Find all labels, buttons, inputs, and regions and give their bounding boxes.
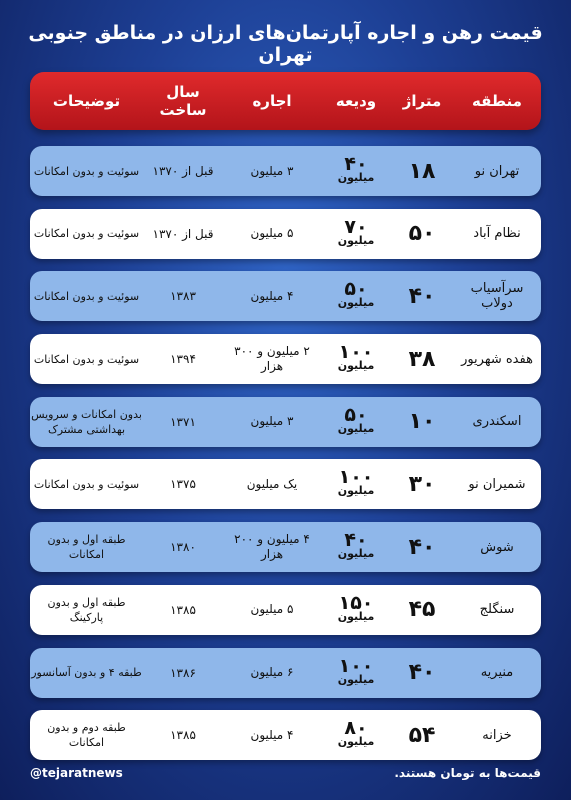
cell-year: ۱۳۸۶	[170, 665, 196, 680]
cell-area: ۱۰	[408, 409, 436, 435]
cell-year: ۱۳۸۰	[170, 540, 196, 555]
table-row	[30, 397, 541, 447]
cell-notes: طبقه اول و بدون پارکینگ	[47, 595, 126, 624]
cell-area: ۴۰	[408, 283, 436, 309]
cell-region: سرآسیاب دولاب	[470, 281, 524, 312]
cell-deposit	[321, 591, 391, 624]
cell-region: تهران نو	[474, 163, 520, 179]
deposit-unit: میلیون	[337, 296, 375, 310]
cell-notes: طبقه ۴ و بدون آسانسور	[31, 666, 142, 679]
cell-area: ۵۰	[408, 221, 436, 247]
cell-area: ۱۸	[408, 158, 436, 184]
cell-rent: ۴ میلیون و ۲۰۰ هزار	[234, 532, 310, 562]
deposit-value: ۸۰	[344, 717, 368, 740]
cell-deposit	[321, 717, 391, 749]
deposit-unit: میلیون	[337, 171, 375, 184]
header-region: منطقه	[472, 92, 522, 110]
cell-notes: سوئیت و بدون امکانات	[33, 352, 140, 366]
cell-rent: ۵ میلیون	[250, 226, 294, 241]
cell-notes: طبقه اول و بدون امکانات	[47, 533, 126, 562]
cell-area: ۳۸	[408, 346, 436, 372]
deposit-value: ۴۰	[344, 153, 368, 175]
cell-area: ۳۰	[408, 471, 436, 497]
cell-region: هفده شهریور	[461, 351, 533, 367]
deposit-value: ۱۰۰	[338, 341, 374, 364]
deposit-unit: میلیون	[337, 609, 375, 623]
deposit-value: ۱۰۰	[338, 466, 374, 489]
deposit-value: ۱۵۰	[338, 591, 374, 614]
header-deposit: ودیعه	[335, 92, 377, 110]
cell-notes: سوئیت و بدون امکانات	[33, 164, 140, 178]
cell-year: ۱۳۸۳	[170, 289, 196, 304]
cell-deposit	[321, 278, 391, 310]
cell-rent: ۴ میلیون	[250, 288, 294, 303]
deposit-value: ۴۰	[344, 529, 368, 552]
deposit-unit: میلیون	[337, 359, 375, 373]
cell-rent: ۳ میلیون	[250, 163, 294, 178]
table-row	[30, 459, 541, 509]
deposit-value: ۵۰	[344, 403, 368, 426]
cell-deposit	[321, 466, 391, 498]
table-row	[30, 522, 541, 572]
cell-area: ۴۰	[408, 660, 436, 685]
header-year: سال ساخت	[159, 83, 207, 119]
cell-rent: ۴ میلیون	[250, 727, 294, 742]
cell-rent: یک میلیون	[246, 476, 298, 491]
cell-region: نظام آباد	[473, 226, 521, 242]
cell-notes: سوئیت و بدون امکانات	[33, 477, 140, 491]
table-row	[30, 146, 541, 196]
cell-rent: ۳ میلیون	[250, 414, 294, 429]
cell-year: ۱۳۸۵	[170, 728, 196, 743]
cell-region: شمیران نو	[468, 476, 526, 492]
cell-year: قبل از ۱۳۷۰	[152, 164, 214, 178]
header-rent: اجاره	[252, 92, 292, 110]
deposit-value: ۷۰	[344, 215, 368, 238]
cell-rent: ۶ میلیون	[250, 665, 294, 679]
cell-notes: سوئیت و بدون امکانات	[33, 289, 140, 303]
cell-year: ۱۳۷۵	[170, 477, 196, 492]
cell-rent: ۲ میلیون و ۳۰۰ هزار	[234, 344, 310, 374]
deposit-unit: میلیون	[337, 672, 375, 686]
table-row	[30, 334, 541, 384]
cell-region: سنگلج	[479, 602, 515, 618]
cell-region: خزانه	[482, 727, 512, 743]
cell-region: اسکندری	[472, 414, 522, 430]
table-row	[30, 271, 541, 321]
deposit-unit: میلیون	[337, 735, 375, 749]
cell-year: ۱۳۸۵	[170, 602, 196, 617]
cell-deposit	[321, 215, 391, 248]
cell-region: منیریه	[480, 665, 514, 680]
cell-deposit	[321, 153, 391, 185]
table-row	[30, 585, 541, 635]
deposit-unit: میلیون	[337, 421, 375, 435]
table-row	[30, 710, 541, 760]
header-notes: توضیحات	[52, 92, 121, 110]
deposit-unit: میلیون	[337, 233, 375, 247]
table-row	[30, 209, 541, 259]
header-area: متراژ	[402, 92, 442, 110]
deposit-unit: میلیون	[337, 547, 375, 561]
currency-note: قیمت‌ها به تومان هستند.	[394, 766, 541, 780]
cell-year: ۱۳۷۱	[170, 414, 196, 429]
cell-area: ۵۴	[408, 722, 436, 748]
handle-text: @tejaratnews	[30, 766, 123, 780]
cell-deposit	[321, 654, 391, 687]
cell-notes: طبقه دوم و بدون امکانات	[47, 721, 126, 750]
table-body	[30, 146, 541, 773]
cell-notes: سوئیت و بدون امکانات	[33, 227, 140, 241]
deposit-unit: میلیون	[337, 484, 375, 498]
deposit-value: ۵۰	[344, 278, 368, 301]
cell-region: شوش	[480, 539, 514, 555]
cell-deposit	[321, 403, 391, 436]
cell-area: ۴۰	[408, 534, 436, 560]
cell-notes: بدون امکانات و سرویس بهداشتی مشترک	[31, 407, 142, 436]
cell-year: ۱۳۹۴	[170, 352, 196, 367]
deposit-value: ۱۰۰	[338, 654, 374, 677]
table-row	[30, 648, 541, 698]
social-handle	[30, 766, 123, 780]
cell-deposit	[321, 529, 391, 561]
cell-year: قبل از ۱۳۷۰	[152, 226, 214, 241]
page-title: قیمت رهن و اجاره آپارتمان‌های ارزان در مناطق جنوبی تهران	[28, 22, 543, 66]
cell-rent: ۵ میلیون	[250, 602, 294, 617]
cell-deposit	[321, 341, 391, 373]
table-header	[30, 72, 541, 130]
cell-area: ۴۵	[408, 597, 436, 623]
